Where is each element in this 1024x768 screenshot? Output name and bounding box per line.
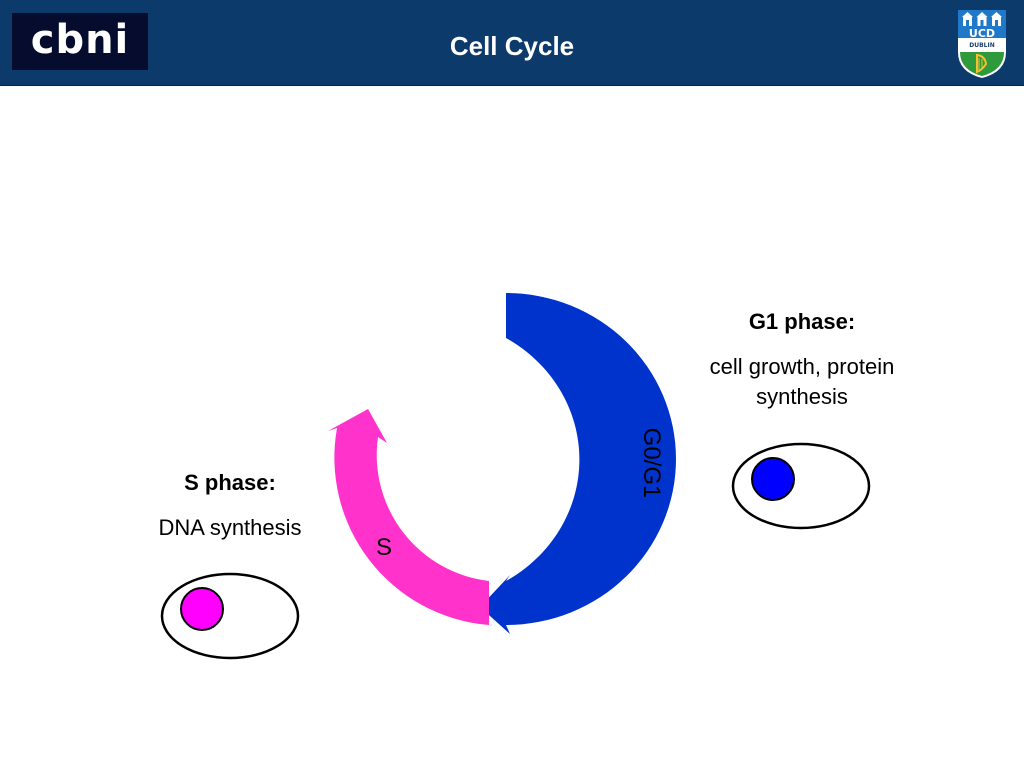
g0-g1-label: G0/G1	[638, 427, 665, 499]
s-phase-arc	[328, 409, 489, 625]
ucd-logo-subtext: DUBLIN	[969, 42, 995, 49]
s-nucleus	[181, 588, 223, 630]
cbni-logo-text: cbni	[30, 16, 130, 63]
g1-nucleus	[752, 458, 794, 500]
ucd-logo-text: UCD	[968, 27, 996, 40]
s-label: S	[375, 534, 393, 561]
s-heading: S phase:	[184, 470, 276, 495]
g1-description: cell growth, protein synthesis	[709, 354, 895, 409]
s-description: DNA synthesis	[158, 515, 302, 540]
g1-heading: G1 phase:	[748, 309, 856, 334]
slide-title: Cell Cycle	[449, 31, 575, 61]
